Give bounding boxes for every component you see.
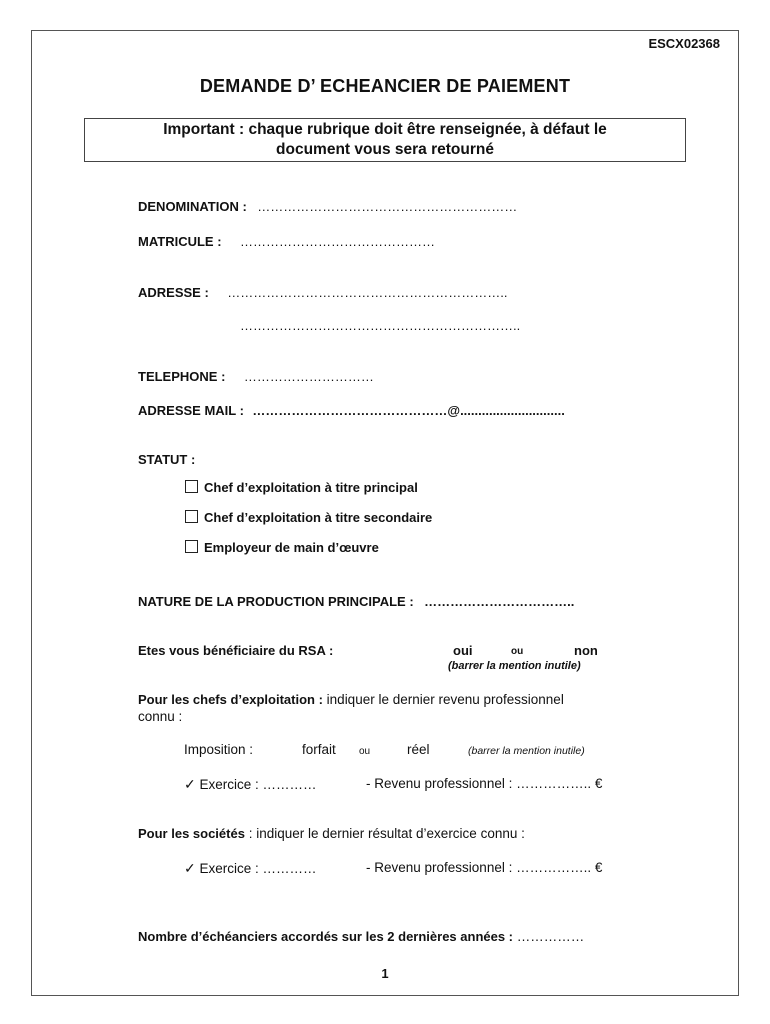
chefs-revenu-field[interactable]: - Revenu professionnel : …………….. € (366, 776, 603, 791)
rsa-ou: ou (511, 646, 524, 657)
statut-label: STATUT : (138, 452, 196, 467)
imposition-label: Imposition : (184, 742, 254, 757)
denomination-label: DENOMINATION : (138, 199, 247, 214)
rsa-question: Etes vous bénéficiaire du RSA : (138, 643, 334, 658)
nature-label: NATURE DE LA PRODUCTION PRINCIPALE : (138, 594, 414, 609)
rsa-note: (barrer la mention inutile) (448, 660, 581, 672)
important-notice-line2: document vous sera retourné (276, 141, 494, 158)
chefs-intro (138, 692, 564, 707)
adresse-mail-field[interactable]: ………………………………………@............................. (252, 403, 565, 418)
matricule-row (138, 233, 435, 251)
societes-revenu-field[interactable]: - Revenu professionnel : …………….. € (366, 860, 603, 875)
adresse-field-line2[interactable]: ……………………………………………………….. (240, 318, 521, 333)
chefs-exercice-row (184, 776, 317, 793)
societes-intro-bold: Pour les sociétés (138, 826, 245, 841)
checkbox-icon[interactable] (185, 540, 198, 553)
chefs-exercice-field[interactable]: Exercice : ………… (199, 777, 317, 792)
chefs-intro-bold: Pour les chefs d’exploitation : (138, 692, 323, 707)
adresse-row (138, 284, 507, 302)
matricule-label: MATRICULE : (138, 234, 222, 249)
page-number: 1 (381, 966, 389, 981)
telephone-field[interactable]: ………………………… (243, 369, 374, 384)
telephone-label: TELEPHONE : (138, 369, 226, 384)
telephone-row (138, 368, 374, 386)
chefs-intro-text2: connu : (138, 709, 183, 724)
nombre-field[interactable]: …………… (513, 929, 585, 944)
nombre-label: Nombre d’échéanciers accordés sur les 2 dernières années : (138, 929, 514, 944)
checkmark-icon: ✓ (184, 776, 196, 792)
nombre-row (138, 928, 584, 946)
societes-intro (138, 826, 525, 841)
document-code: ESCX02368 (648, 36, 720, 51)
imposition-forfait[interactable]: forfait (302, 742, 336, 757)
imposition-note: (barrer la mention inutile) (468, 745, 585, 757)
statut-option-principal[interactable] (185, 480, 418, 495)
checkbox-icon[interactable] (185, 480, 198, 493)
statut-option-secondaire[interactable] (185, 510, 432, 525)
nature-field[interactable]: …………………………….. (424, 594, 575, 609)
rsa-non[interactable]: non (574, 643, 598, 658)
societes-intro-text: : indiquer le dernier résultat d’exercice connu : (244, 826, 525, 841)
matricule-field[interactable]: ……………………………………… (239, 234, 435, 249)
statut-option-label: Chef d’exploitation à titre principal (204, 480, 418, 495)
adresse-label: ADRESSE : (138, 285, 209, 300)
adresse-mail-row (138, 402, 565, 420)
denomination-row (138, 198, 517, 216)
adresse-field-line1[interactable]: ……………………………………………………….. (227, 285, 508, 300)
important-notice-line1: Important : chaque rubrique doit être renseignée, à défaut le (163, 121, 607, 138)
imposition-reel[interactable]: réel (407, 742, 430, 757)
statut-option-label: Chef d’exploitation à titre secondaire (204, 510, 433, 525)
checkmark-icon: ✓ (184, 860, 196, 876)
denomination-field[interactable]: …………………………………………………… (257, 199, 518, 214)
nature-row (138, 593, 574, 611)
societes-exercice-field[interactable]: Exercice : ………… (199, 861, 317, 876)
document-title: DEMANDE D’ ECHEANCIER DE PAIEMENT (199, 76, 571, 96)
statut-option-label: Employeur de main d’œuvre (204, 540, 379, 555)
rsa-oui[interactable]: oui (453, 643, 473, 658)
imposition-ou: ou (359, 746, 371, 757)
societes-exercice-row (184, 860, 317, 877)
checkbox-icon[interactable] (185, 510, 198, 523)
important-notice-box (84, 118, 686, 162)
statut-option-employeur[interactable] (185, 540, 379, 555)
adresse-mail-label: ADRESSE MAIL : (138, 403, 244, 418)
chefs-intro-text: indiquer le dernier revenu professionnel (322, 692, 564, 707)
